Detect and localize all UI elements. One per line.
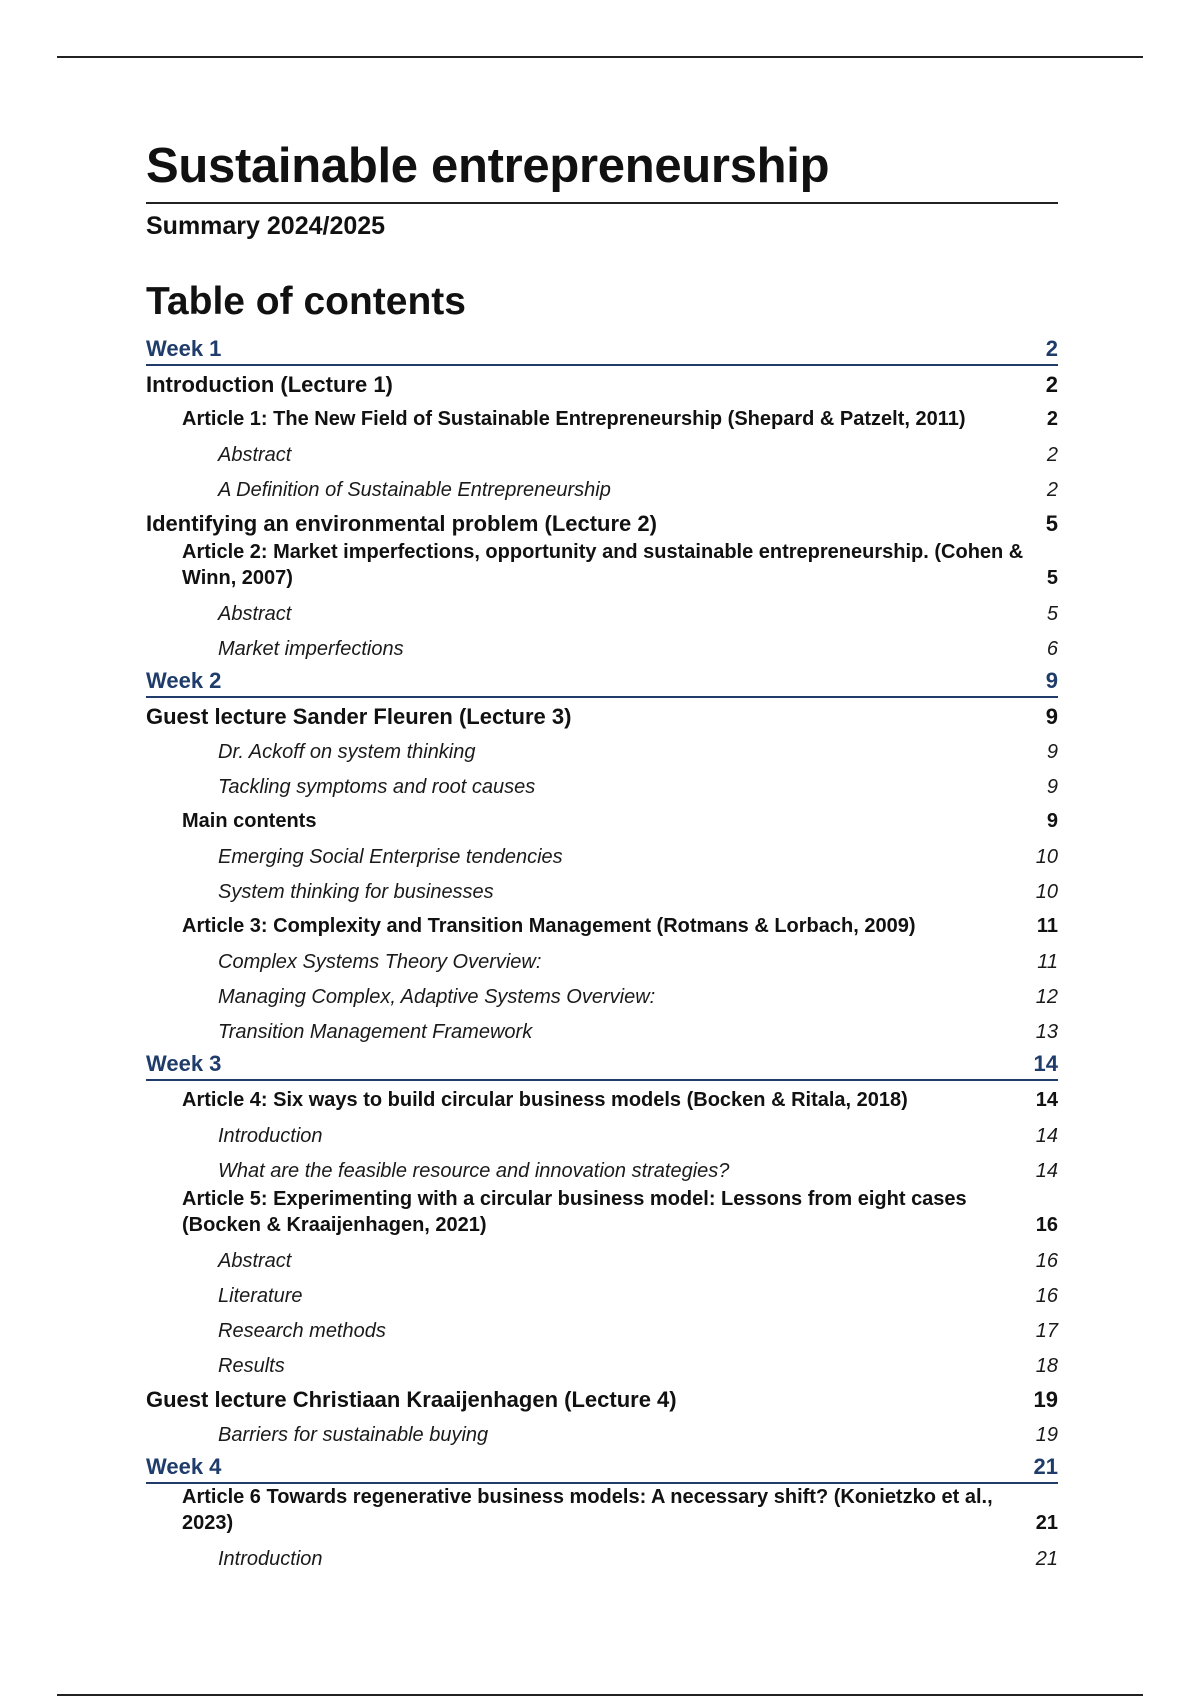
toc-entry-title: What are the feasible resource and innovation strategies? — [218, 1159, 730, 1182]
toc-entry-page-number: 12 — [1035, 985, 1058, 1008]
toc-entry[interactable] — [146, 1116, 1058, 1151]
toc-entry-page-number: 9 — [1046, 740, 1058, 763]
toc-entry[interactable] — [146, 837, 1058, 872]
toc-entry[interactable] — [146, 977, 1058, 1012]
toc-entry[interactable] — [146, 505, 1058, 539]
toc-entry-page-number: 2 — [1045, 335, 1058, 361]
toc-entry-title: Tackling symptoms and root causes — [218, 775, 536, 798]
toc-entry-title: Guest lecture Sander Fleuren (Lecture 3) — [146, 703, 572, 729]
toc-entry[interactable] — [146, 1241, 1058, 1276]
toc-entry-page-number: 2 — [1045, 371, 1058, 397]
toc-entry-page-number: 19 — [1033, 1386, 1058, 1412]
toc-entry-title: Article 3: Complexity and Transition Management (Rotmans & Lorbach, 2009) — [182, 914, 916, 937]
table-of-contents — [146, 332, 1058, 1574]
toc-entry-page-number: 5 — [1046, 602, 1058, 625]
toc-entry[interactable] — [146, 767, 1058, 802]
toc-entry-page-number: 14 — [1035, 1124, 1058, 1147]
toc-entry[interactable] — [146, 1346, 1058, 1381]
toc-heading: Table of contents — [146, 279, 466, 323]
toc-entry-page-number: 18 — [1035, 1354, 1058, 1377]
toc-entry-page-number: 11 — [1036, 914, 1058, 937]
toc-week-entry[interactable] — [146, 1450, 1058, 1484]
toc-entry[interactable] — [146, 1311, 1058, 1346]
toc-entry-title: Market imperfections — [218, 637, 404, 660]
toc-entry[interactable] — [146, 698, 1058, 732]
toc-entry[interactable] — [146, 1012, 1058, 1047]
toc-week-entry[interactable] — [146, 332, 1058, 366]
toc-entry-title: Article 4: Six ways to build circular business models (Bocken & Ritala, 2018) — [182, 1088, 908, 1111]
toc-entry[interactable] — [146, 1484, 1058, 1539]
toc-entry[interactable] — [146, 629, 1058, 664]
toc-entry-page-number: 9 — [1045, 667, 1058, 693]
toc-entry-title: Guest lecture Christiaan Kraaijenhagen (Lecture 4) — [146, 1386, 677, 1412]
document-title: Sustainable entrepreneurship — [146, 140, 1058, 204]
toc-entry-page-number: 14 — [1035, 1088, 1058, 1111]
toc-entry-title: Results — [218, 1354, 285, 1377]
toc-entry-page-number: 5 — [1046, 566, 1058, 589]
toc-entry[interactable] — [146, 872, 1058, 907]
toc-entry-title: Article 5: Experimenting with a circular business model: Lessons from eight cases (Bocken & Kraaijenhagen, 2021) — [182, 1187, 967, 1236]
toc-entry-title: Week 3 — [146, 1050, 222, 1076]
toc-entry-title: Complex Systems Theory Overview: — [218, 950, 542, 973]
toc-entry-title: Transition Management Framework — [218, 1020, 533, 1043]
toc-entry-title: Main contents — [182, 809, 317, 832]
toc-entry-title: Managing Complex, Adaptive Systems Overview: — [218, 985, 656, 1008]
toc-entry-page-number: 10 — [1035, 845, 1058, 868]
page-bottom-rule — [57, 1694, 1143, 1696]
toc-entry-title: A Definition of Sustainable Entrepreneurship — [218, 478, 611, 501]
toc-entry-title: Dr. Ackoff on system thinking — [218, 740, 476, 763]
toc-entry-page-number: 16 — [1035, 1284, 1058, 1307]
document-body — [146, 140, 1058, 1574]
toc-entry-title: System thinking for businesses — [218, 880, 494, 903]
toc-entry[interactable] — [146, 400, 1058, 435]
toc-entry-page-number: 21 — [1033, 1453, 1058, 1479]
toc-entry-page-number: 17 — [1035, 1319, 1058, 1342]
toc-entry-title: Literature — [218, 1284, 303, 1307]
toc-entry-page-number: 2 — [1046, 407, 1058, 430]
page-top-rule — [57, 56, 1143, 58]
toc-entry-page-number: 16 — [1035, 1249, 1058, 1272]
toc-entry-page-number: 10 — [1035, 880, 1058, 903]
toc-week-entry[interactable] — [146, 1047, 1058, 1081]
toc-entry[interactable] — [146, 366, 1058, 400]
toc-entry-page-number: 6 — [1046, 637, 1058, 660]
toc-entry-page-number: 2 — [1046, 478, 1058, 501]
toc-entry-page-number: 9 — [1046, 775, 1058, 798]
toc-entry[interactable] — [146, 1415, 1058, 1450]
toc-entry-title: Abstract — [218, 1249, 292, 1272]
toc-entry[interactable] — [146, 539, 1058, 594]
toc-entry-title: Introduction — [218, 1547, 323, 1570]
toc-entry[interactable] — [146, 802, 1058, 837]
toc-entry-page-number: 14 — [1035, 1159, 1058, 1182]
toc-entry[interactable] — [146, 1186, 1058, 1241]
toc-entry-page-number: 5 — [1045, 510, 1058, 536]
toc-entry-page-number: 21 — [1035, 1511, 1058, 1534]
toc-entry-title: Emerging Social Enterprise tendencies — [218, 845, 563, 868]
toc-entry-page-number: 2 — [1046, 443, 1058, 466]
toc-entry-page-number: 11 — [1037, 950, 1058, 973]
toc-entry-page-number: 21 — [1035, 1547, 1058, 1570]
toc-entry-title: Abstract — [218, 602, 292, 625]
toc-entry[interactable] — [146, 907, 1058, 942]
toc-entry[interactable] — [146, 1276, 1058, 1311]
toc-entry[interactable] — [146, 470, 1058, 505]
toc-entry[interactable] — [146, 1539, 1058, 1574]
toc-entry-title: Article 6 Towards regenerative business models: A necessary shift? (Konietzko et al., 2023) — [182, 1485, 993, 1534]
toc-entry[interactable] — [146, 942, 1058, 977]
toc-entry-title: Week 1 — [146, 335, 222, 361]
toc-entry-page-number: 9 — [1046, 809, 1058, 832]
toc-entry-title: Week 4 — [146, 1453, 222, 1479]
document-subtitle: Summary 2024/2025 — [146, 211, 386, 240]
toc-entry[interactable] — [146, 594, 1058, 629]
toc-entry-title: Week 2 — [146, 667, 222, 693]
toc-entry-title: Identifying an environmental problem (Lecture 2) — [146, 510, 657, 536]
toc-entry-title: Barriers for sustainable buying — [218, 1423, 489, 1446]
toc-entry-page-number: 9 — [1045, 703, 1058, 729]
toc-entry-page-number: 16 — [1035, 1213, 1058, 1236]
toc-entry[interactable] — [146, 1151, 1058, 1186]
toc-entry[interactable] — [146, 732, 1058, 767]
toc-entry[interactable] — [146, 1381, 1058, 1415]
toc-entry-title: Research methods — [218, 1319, 386, 1342]
toc-entry-title: Introduction (Lecture 1) — [146, 371, 393, 397]
toc-entry-page-number: 13 — [1035, 1020, 1058, 1043]
toc-entry-title: Introduction — [218, 1124, 323, 1147]
toc-entry-title: Article 1: The New Field of Sustainable Entrepreneurship (Shepard & Patzelt, 2011) — [182, 407, 966, 430]
toc-entry-title: Abstract — [218, 443, 292, 466]
toc-entry-title: Article 2: Market imperfections, opportunity and sustainable entrepreneurship. (Cohen & Winn, 2007) — [182, 540, 1024, 589]
toc-week-entry[interactable] — [146, 664, 1058, 698]
toc-entry-page-number: 19 — [1035, 1423, 1058, 1446]
toc-entry[interactable] — [146, 435, 1058, 470]
toc-entry-page-number: 14 — [1033, 1050, 1058, 1076]
toc-entry[interactable] — [146, 1081, 1058, 1116]
